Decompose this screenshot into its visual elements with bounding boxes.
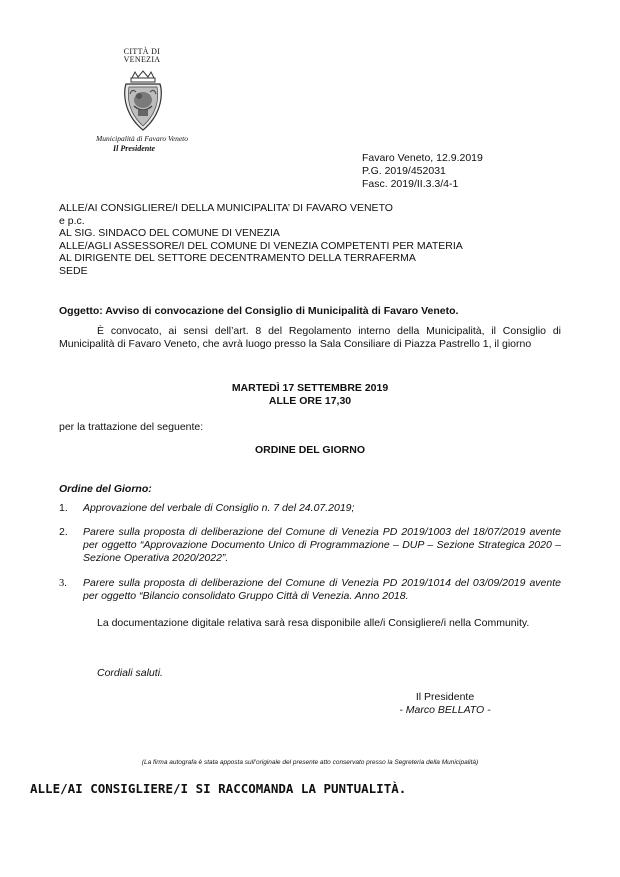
meeting-datetime — [59, 382, 561, 407]
file-reference: Fasc. 2019/II.3.3/4-1 — [362, 178, 459, 190]
city-line-2: VENEZIA — [123, 55, 161, 64]
documentation-paragraph — [59, 617, 561, 630]
municipality-name: Municipalità di Favaro Veneto — [96, 134, 188, 143]
recipient-line: AL DIRIGENTE DEL SETTORE DECENTRAMENTO DELLA TERRAFERMA — [59, 252, 416, 264]
meeting-time: ALLE ORE 17,30 — [268, 394, 352, 407]
header-role: Il Presidente — [113, 144, 155, 153]
agenda-label: Ordine del Giorno: — [59, 483, 152, 495]
signature-role: Il Presidente — [415, 691, 475, 703]
agenda-item-text: Parere sulla proposta di deliberazione del Comune di Venezia PD 2019/1014 del 03/09/2019 avente per oggetto “Bilancio consolidato Gruppo Città di Venezia. Anno 2018. — [83, 577, 561, 602]
recipient-line: AL SIG. SINDACO DEL COMUNE DI VENEZIA — [59, 227, 280, 239]
agenda-item — [59, 502, 561, 515]
document-meta — [362, 152, 483, 191]
agenda-item-number: 3. — [59, 578, 67, 589]
agenda-item-text: Approvazione del verbale di Consiglio n. 7 del 24.07.2019; — [83, 502, 355, 514]
city-line-1: CITTÀ DI — [123, 47, 161, 56]
recipient-line: ALLE/AGLI ASSESSORE/I DEL COMUNE DI VENEZIA COMPETENTI PER MATERIA — [59, 239, 463, 252]
agenda-item-number: 2. — [59, 526, 68, 538]
agenda-item-text: Parere sulla proposta di deliberazione del Comune di Venezia PD 2019/1003 del 18/07/2019 avente per oggetto “Approvazione Documento Unico di Programmazione – DUP – Sezione Strategica 2020 – Sezione Operativa 2020/2022”. — [83, 526, 561, 564]
greeting: Cordiali saluti. — [97, 667, 163, 679]
agenda-title: ORDINE DEL GIORNO — [254, 444, 366, 456]
agenda-item — [59, 577, 561, 603]
trattazione-text: per la trattazione del seguente: — [59, 421, 204, 433]
signature-footnote: (La firma autografa è stata apposta sull’originale del presente atto conservato presso la Segreteria della Municipalità) — [141, 759, 479, 766]
recipient-line: ALLE/AI CONSIGLIERE/I DELLA MUNICIPALITA’ DI FAVARO VENETO — [59, 202, 393, 214]
city-logo-text — [121, 48, 163, 64]
intro-text: È convocato, ai sensi dell’art. 8 del Regolamento interno della Municipalità, il Consiglio di Municipalità di Favaro Veneto, che avrà luogo presso la Sala Consiliare di Piazza Pastrello 1, il giorno — [59, 325, 561, 350]
signature-name: - Marco BELLATO - — [399, 703, 491, 716]
place-date: Favaro Veneto, 12.9.2019 — [362, 152, 483, 164]
venice-emblem-icon — [118, 70, 168, 134]
recipients-block — [59, 202, 463, 277]
subject-line: Oggetto: Avviso di convocazione del Consiglio di Municipalità di Favaro Veneto. — [59, 305, 459, 317]
agenda-item — [59, 526, 561, 565]
recipient-line: e p.c. — [59, 214, 85, 227]
punctuality-reminder: ALLE/AI CONSIGLIERE/I SI RACCOMANDA LA PUNTUALITÀ. — [30, 781, 407, 796]
intro-paragraph — [59, 325, 561, 351]
recipient-line: SEDE — [59, 264, 88, 277]
documentation-text: La documentazione digitale relativa sarà resa disponibile alle/i Consigliere/i nella Community. — [97, 617, 530, 629]
agenda-item-number: 1. — [59, 502, 68, 514]
protocol-number: P.G. 2019/452031 — [362, 165, 446, 177]
signature-block — [390, 691, 500, 716]
meeting-date: MARTEDÌ 17 SETTEMBRE 2019 — [231, 382, 389, 394]
